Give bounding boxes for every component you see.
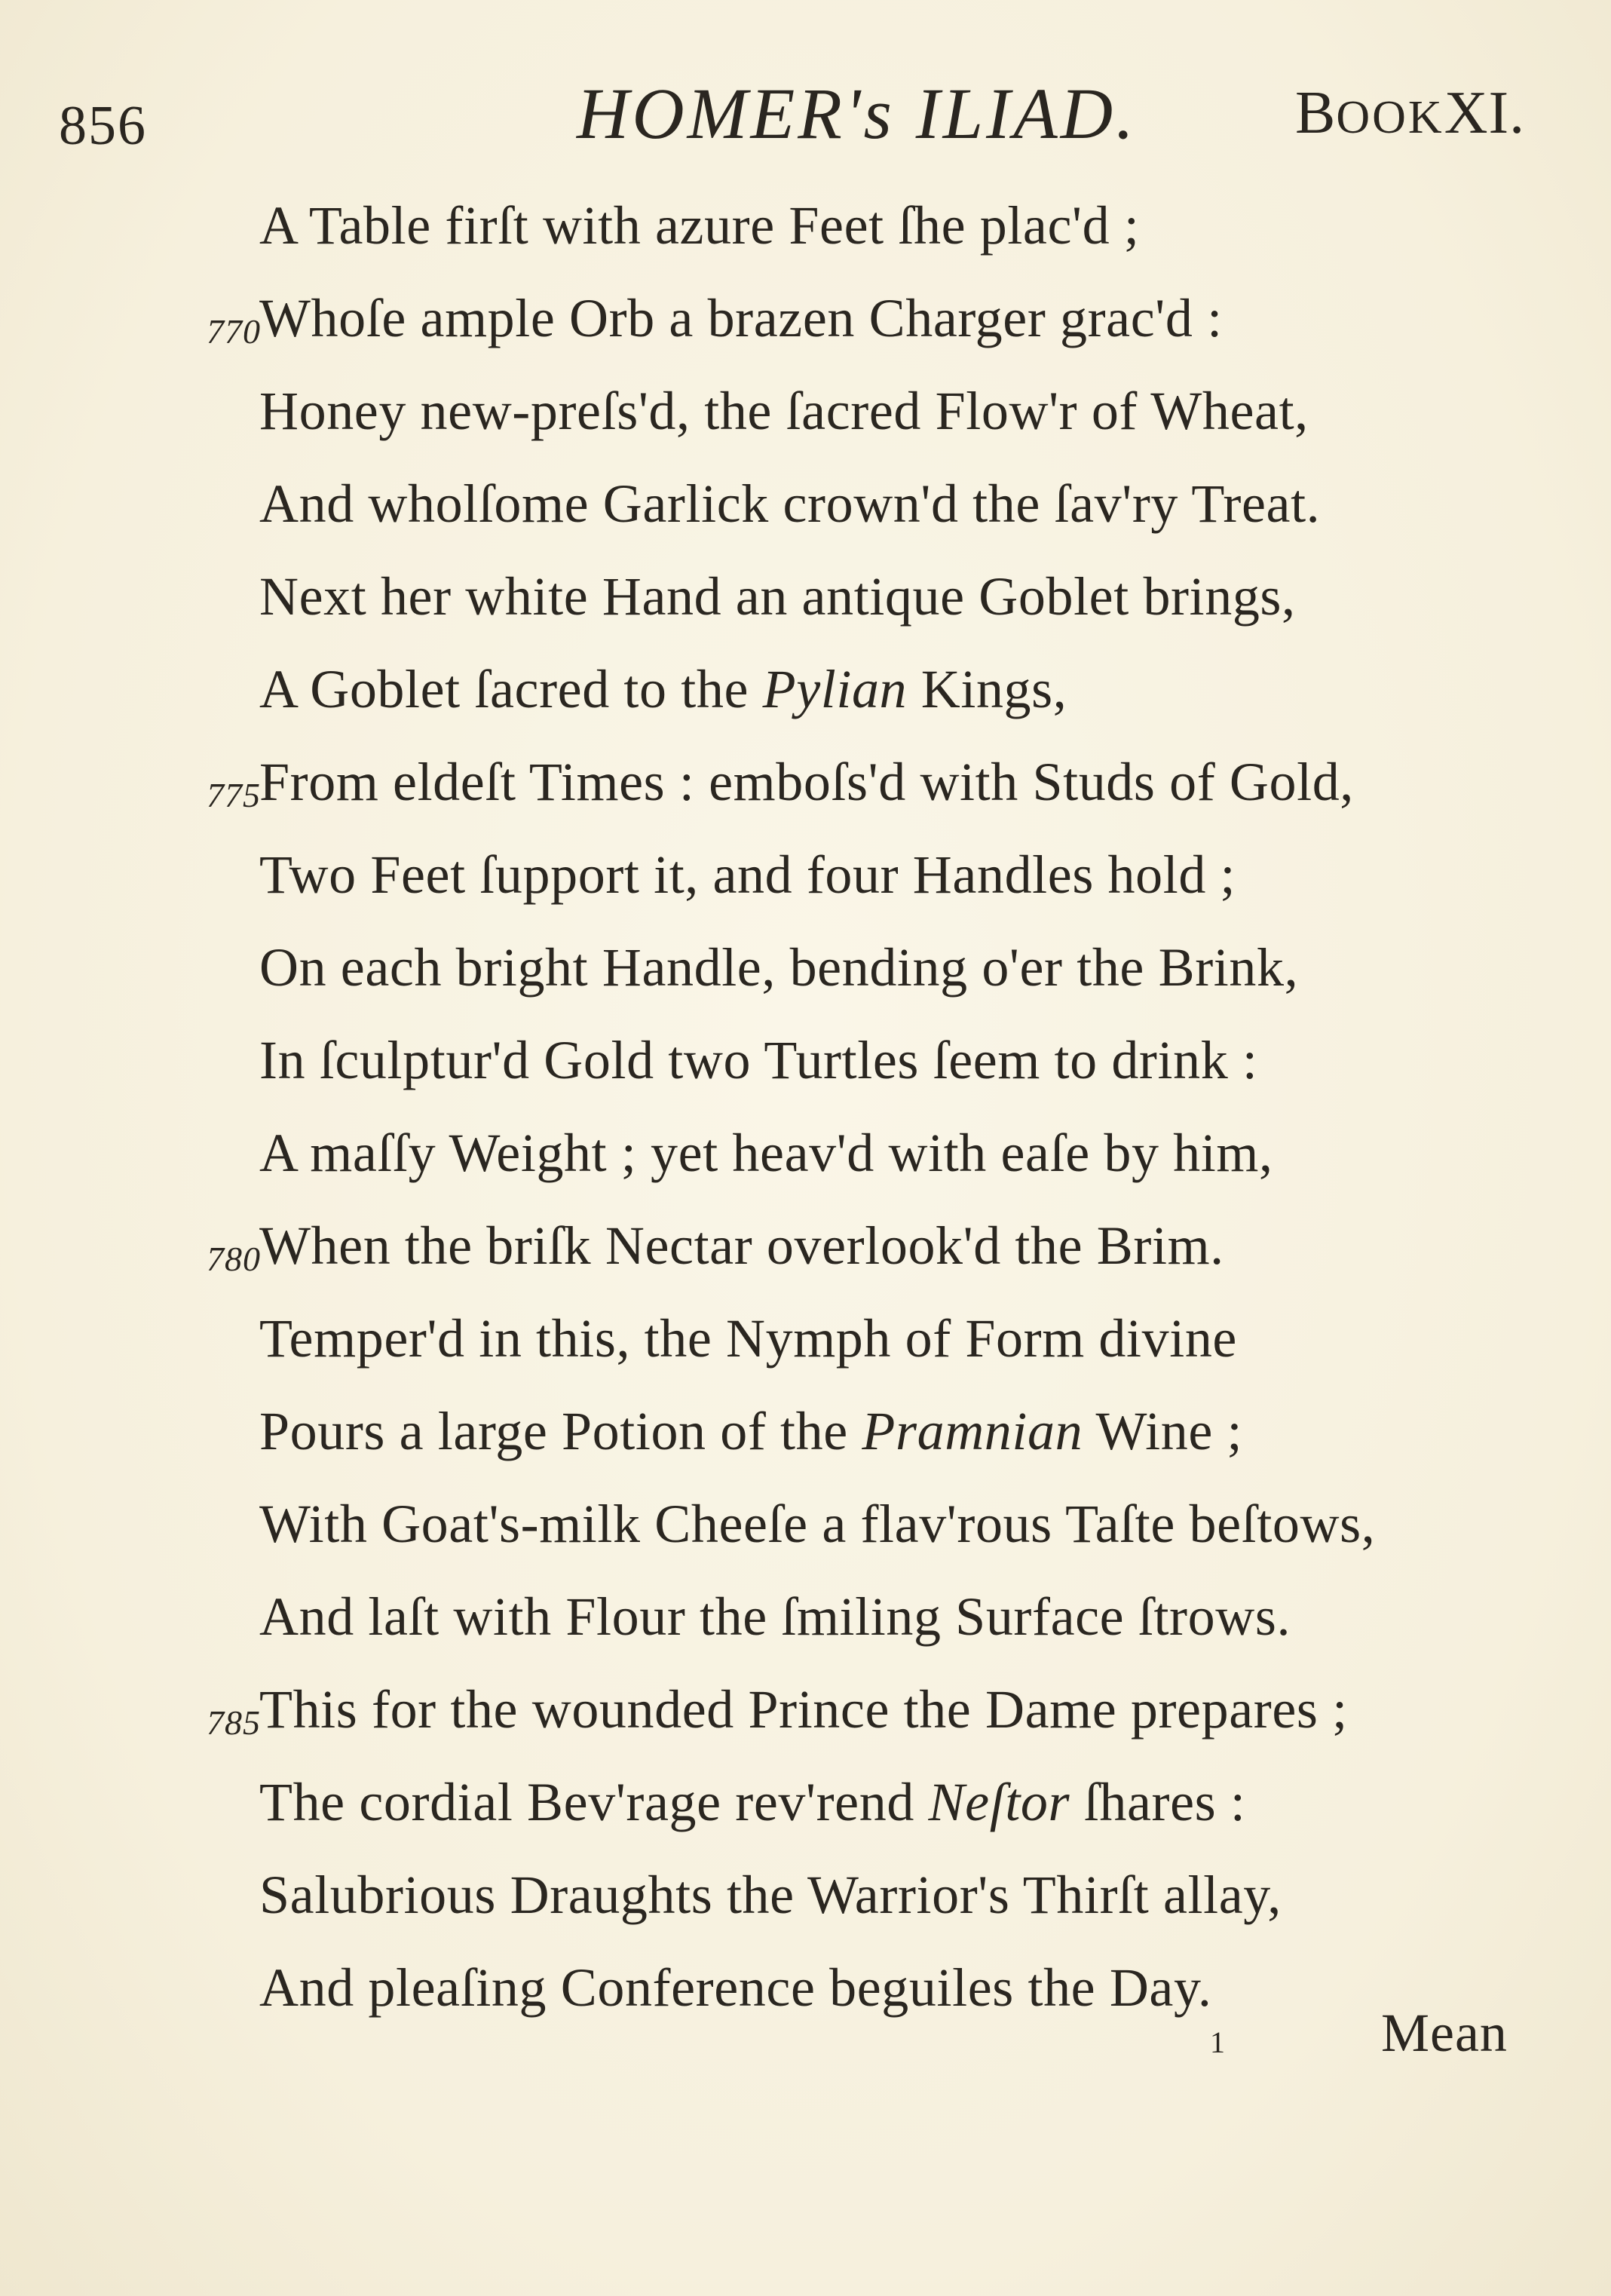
verse-text (259, 1493, 1375, 1556)
italic-name: Neſtor (928, 1772, 1070, 1832)
verse-segment: From eldeſt Times : emboſs'd with Studs of Gold, (259, 752, 1354, 812)
verse-text (259, 195, 1139, 257)
verse-text (259, 1215, 1224, 1277)
verse-segment: And pleaſing Conference beguiles the Day. (259, 1957, 1212, 2018)
line-number: 770 (207, 312, 261, 351)
italic-name: Pylian (762, 659, 908, 719)
verse-segment: And laſt with Flour the ſmiling Surface ſtrows. (259, 1586, 1291, 1647)
verse-segment: Kings, (907, 659, 1067, 719)
verse-segment: On each bright Handle, bending o'er the Brink, (259, 937, 1299, 998)
running-title: HOMER's ILIAD. (577, 73, 1138, 154)
verse-line (0, 566, 1611, 658)
verse-segment: Next her white Hand an antique Goblet brings, (259, 566, 1296, 627)
verse-segment: And wholſome Garlick crown'd the ſav'ry Treat. (259, 474, 1321, 534)
verse-line (0, 195, 1611, 287)
verse-segment: A Table firſt with azure Feet ſhe plac'd ; (259, 195, 1140, 256)
verse-line (0, 473, 1611, 566)
verse-segment: Pours a large Potion of the (259, 1401, 862, 1461)
verse-text (259, 1586, 1291, 1648)
verse-segment: In ſculptur'd Gold two Turtles ſeem to drink : (259, 1030, 1258, 1090)
verse-segment: Salubrious Draughts the Warrior's Thirſt allay, (259, 1865, 1282, 1925)
verse-line (0, 658, 1611, 751)
verse-text (259, 1400, 1242, 1463)
verse-text (259, 936, 1298, 999)
verse-segment: Temper'd in this, the Nymph of Form divine (259, 1308, 1237, 1369)
book-label-smallcaps: OOK (1336, 92, 1444, 143)
verse-text (259, 380, 1309, 443)
verse-segment: When the briſk Nectar overlook'd the Brim. (259, 1215, 1224, 1276)
verse-segment: With Goat's-milk Cheeſe a flav'rous Taſte beſtows, (259, 1494, 1376, 1554)
verse-line (0, 936, 1611, 1029)
verse-line (0, 1122, 1611, 1215)
verse-line (0, 844, 1611, 936)
page-number: 856 (59, 95, 147, 157)
book-label-initial: B (1295, 80, 1337, 146)
verse-line (0, 1400, 1611, 1493)
verse-segment: Wine ; (1083, 1401, 1243, 1461)
verse-segment: Honey new-preſs'd, the ſacred Flow'r of Wheat, (259, 381, 1309, 441)
verse-line (0, 1771, 1611, 1864)
signature-mark: 1 (1210, 2025, 1225, 2059)
verse-line (0, 287, 1611, 380)
verse-segment: A Goblet ſacred to the (259, 659, 763, 719)
verse-text (259, 287, 1223, 350)
verse-text (259, 751, 1354, 814)
verse-line (0, 1864, 1611, 1957)
verse-text (259, 1771, 1245, 1834)
line-number: 780 (207, 1240, 261, 1278)
verse-text (259, 473, 1320, 535)
verse-line (0, 1678, 1611, 1771)
verse-segment: The cordial Bev'rage rev'rend (259, 1772, 929, 1832)
verse-line (0, 1029, 1611, 1122)
verse-line (0, 751, 1611, 844)
verse-line (0, 1586, 1611, 1678)
verse-segment: This for the wounded Prince the Dame prepares ; (259, 1679, 1348, 1740)
book-label (1295, 79, 1525, 148)
verse-text (259, 1029, 1258, 1092)
verse-text (259, 566, 1296, 628)
verse-line (0, 380, 1611, 473)
page-footer (0, 2002, 1611, 2085)
line-number: 785 (207, 1703, 261, 1742)
verse-text (259, 1678, 1348, 1741)
verse-text (259, 1864, 1282, 1927)
verse-line (0, 1215, 1611, 1307)
verse-text (259, 844, 1236, 906)
line-number: 775 (207, 776, 261, 814)
verse-line (0, 1307, 1611, 1400)
verse-text (259, 658, 1067, 721)
verse-text (259, 1307, 1237, 1370)
verse-line (0, 1493, 1611, 1586)
poem-body (0, 195, 1611, 2049)
page-header (0, 72, 1611, 155)
verse-segment: Whoſe ample Orb a brazen Charger grac'd : (259, 288, 1223, 348)
verse-segment: A maſſy Weight ; yet heav'd with eaſe by him, (259, 1123, 1273, 1183)
verse-segment: ſhares : (1070, 1772, 1246, 1832)
book-label-numeral: XI. (1444, 80, 1526, 146)
catchword: Mean (1381, 2003, 1508, 2063)
verse-segment: Two Feet ſupport it, and four Handles hold ; (259, 845, 1236, 905)
italic-name: Pramnian (862, 1401, 1083, 1461)
verse-text (259, 1122, 1273, 1185)
